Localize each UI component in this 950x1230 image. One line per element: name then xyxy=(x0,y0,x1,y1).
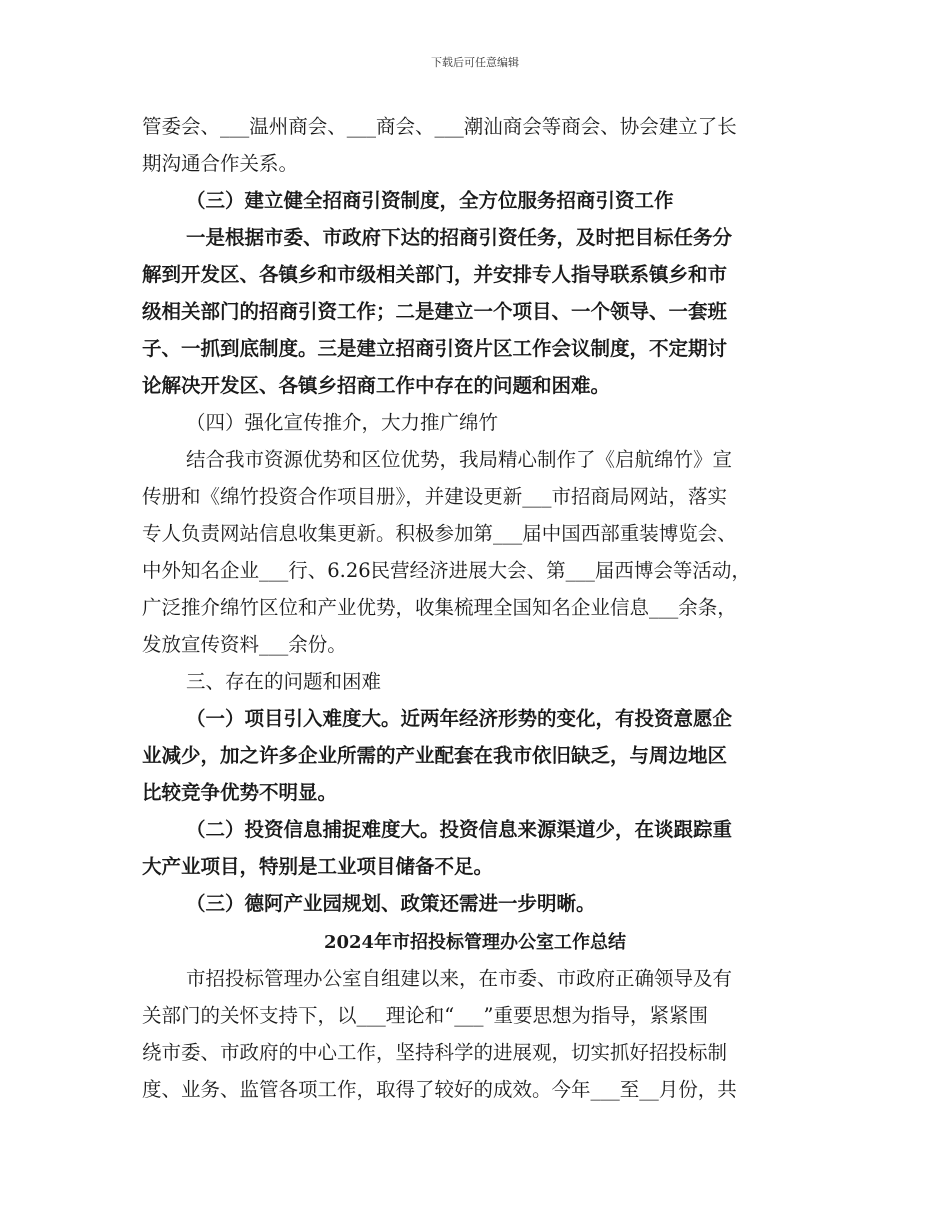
text-line: 级相关部门的招商引资工作；二是建立一个项目、一个领导、一套班 xyxy=(142,300,728,323)
text-line: 结合我市资源优势和区位优势，我局精心制作了《启航绵竹》宣 xyxy=(186,448,733,471)
text-line: 专人负责网站信息收集更新。积极参加第___届中国西部重装博览会、 xyxy=(142,522,737,545)
text-line: 解到开发区、各镇乡和市级相关部门，并安排专人指导联系镇乡和市 xyxy=(142,263,728,286)
text-line: 市招投标管理办公室自组建以来，在市委、市政府正确领导及有 xyxy=(186,967,733,990)
section-title: 2024年市招投标管理办公室工作总结 xyxy=(323,932,627,953)
text-line: 度、业务、监管各项工作，取得了较好的成效。今年___至__月份，共 xyxy=(142,1078,737,1101)
section-heading: 三、存在的问题和困难 xyxy=(186,670,382,693)
page-header: 下载后可任意编辑 xyxy=(431,56,519,69)
text-line: 业减少，加之许多企业所需的产业配套在我市依旧缺乏，与周边地区 xyxy=(142,744,728,767)
section-heading: （四）强化宣传推介，大力推广绵竹 xyxy=(186,411,499,434)
text-line: 绕市委、市政府的中心工作，坚持科学的进展观，切实抓好招投标制 xyxy=(142,1041,728,1064)
text-line: 论解决开发区、各镇乡招商工作中存在的问题和困难。 xyxy=(142,374,611,397)
text-line: 传册和《绵竹投资合作项目册》，并建设更新___市招商局网站，落实 xyxy=(142,485,728,508)
text-line: 一是根据市委、市政府下达的招商引资任务，及时把目标任务分 xyxy=(186,226,733,249)
text-line: 子、一抓到底制度。三是建立招商引资片区工作会议制度，不定期讨 xyxy=(142,337,728,360)
text-line: 中外知名企业___行、6.26民营经济进展大会、第___届西博会等活动， xyxy=(142,559,751,582)
text-line: 比较竞争优势不明显。 xyxy=(142,781,338,804)
section-heading: （三）建立健全招商引资制度，全方位服务招商引资工作 xyxy=(186,189,674,212)
text-line: 期沟通合作关系。 xyxy=(142,152,299,175)
text-line: （三）德阿产业园规划、政策还需进一步明晰。 xyxy=(186,892,596,915)
text-line: 发放宣传资料___余份。 xyxy=(142,633,347,656)
text-line: 管委会、___温州商会、___商会、___潮汕商会等商会、协会建立了长 xyxy=(142,115,737,138)
text-line: （一）项目引入难度大。近两年经济形势的变化，有投资意愿企 xyxy=(186,707,733,730)
text-line: 关部门的关怀支持下，以___理论和“___”重要思想为指导，紧紧围 xyxy=(142,1004,708,1027)
text-line: 大产业项目，特别是工业项目储备不足。 xyxy=(142,855,494,878)
text-line: （二）投资信息捕捉难度大。投资信息来源渠道少，在谈跟踪重 xyxy=(186,818,733,841)
text-line: 广泛推介绵竹区位和产业优势，收集梳理全国知名企业信息___余条， xyxy=(142,596,737,619)
